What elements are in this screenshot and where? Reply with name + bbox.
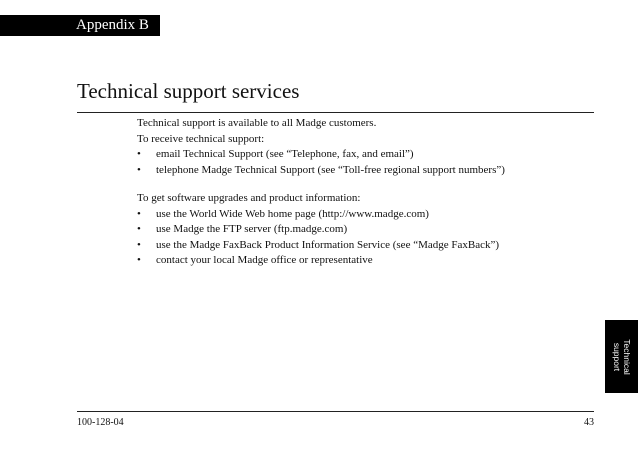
list-item	[137, 207, 577, 223]
upgrades-list	[137, 207, 577, 269]
appendix-label-text: Appendix B	[76, 17, 149, 33]
body-content	[137, 116, 577, 269]
bullet-icon: •	[137, 238, 141, 251]
list-item-text: telephone Madge Technical Support (see “Toll-free regional support numbers”)	[156, 163, 505, 176]
side-tab-line: support	[611, 342, 622, 371]
list-item-text: email Technical Support (see “Telephone, fax, and email”)	[156, 148, 414, 160]
page-title: Technical support services	[77, 79, 300, 103]
section-side-tab	[605, 320, 638, 393]
bullet-icon: •	[137, 163, 141, 176]
list-item	[137, 147, 577, 163]
list-item-text: use Madge the FTP server (ftp.madge.com)	[156, 223, 348, 235]
title-divider	[77, 112, 594, 113]
list-item-text: contact your local Madge office or representative	[156, 254, 373, 266]
support-list	[137, 147, 577, 178]
bullet-icon: •	[137, 207, 141, 220]
document-number: 100-128-04	[77, 417, 124, 428]
bullet-icon: •	[137, 148, 141, 160]
appendix-label	[0, 15, 160, 36]
list-item	[137, 253, 577, 269]
list-item-text: use the Madge FaxBack Product Information Service (see “Madge FaxBack”)	[156, 238, 500, 251]
page-number: 43	[584, 417, 594, 428]
support-lead: To receive technical support:	[137, 132, 265, 145]
footer-divider	[77, 411, 594, 412]
list-item	[137, 163, 577, 179]
bullet-icon: •	[137, 254, 141, 266]
intro-text: Technical support is available to all Madge customers.	[137, 117, 377, 129]
list-item	[137, 222, 577, 238]
bullet-icon: •	[137, 223, 141, 235]
side-tab-line: Technical	[621, 338, 632, 375]
list-item	[137, 238, 577, 254]
upgrades-lead: To get software upgrades and product information:	[137, 192, 361, 204]
list-item-text: use the World Wide Web home page (http://www.madge.com)	[156, 207, 429, 220]
section-gap	[137, 178, 577, 191]
side-tab-label	[612, 339, 632, 374]
